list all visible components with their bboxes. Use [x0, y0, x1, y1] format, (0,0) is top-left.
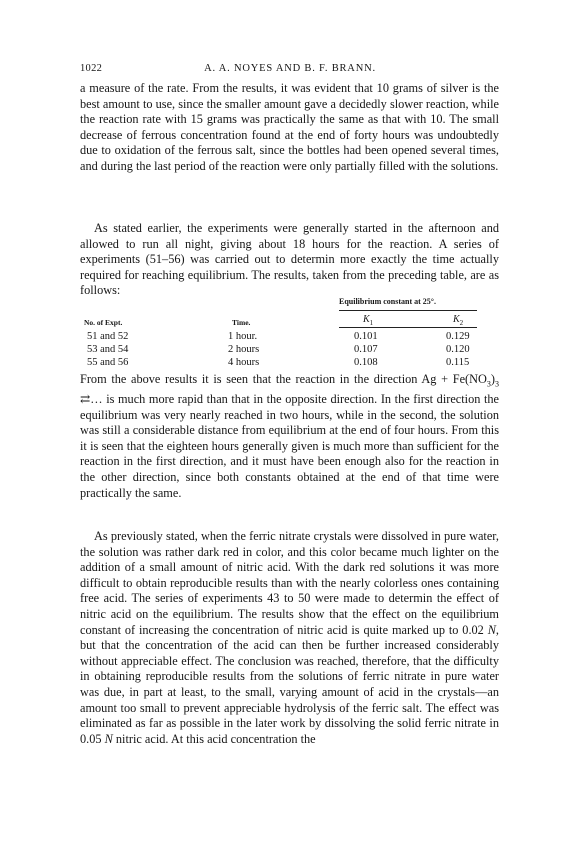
paragraph-4: As previously stated, when the ferric nitrate crystals were dissolved in pure water, the solution was rather dark red in color, and this color became much lighter on the addition of a small amount of nitric acid. With the dark red solutions it was more difficult to obtain reproducible results than with the nearly colorless ones containing free acid. The series of experiments 43 to 50 were made to determin the effect of nitric acid on the equilibrium. The results show that the effect on the equilibrium constant of increasing the concentration of nitric acid is quite marked up to 0.02 N, but that the concentration of the acid can then be further increased considerably without appreciable effect. The conclusion was reached, therefore, that the difficulty in obtaining reproducible results from the solutions of ferric nitrate in pure water was due, in part at least, to the small, varying amount of acid in the crystals—an amount too small to prevent appreciable hydrolysis of the ferric salt. The effect was eliminated as far as possible in the later work by dissolving the solid ferric nitrate in 0.05 N nitric acid. At this acid concentration the	[80, 529, 499, 746]
normality-symbol: N	[487, 622, 496, 637]
cell-k2: 0.115	[446, 357, 470, 368]
table-row	[80, 344, 499, 357]
page-number: 1022	[80, 63, 103, 74]
normality-symbol: N	[104, 731, 113, 746]
table-group-rule	[339, 310, 477, 311]
cell-k1: 0.108	[354, 357, 378, 368]
cell-k2: 0.129	[446, 331, 470, 342]
table-row	[80, 331, 499, 344]
cell-k1: 0.101	[354, 331, 378, 342]
table-row	[80, 357, 499, 370]
reaction-formula: $Ag + Fe(NO_3)_3$ ⇄…	[80, 372, 499, 407]
running-header	[80, 63, 500, 77]
table-group-header: Equilibrium constant at 25°.	[339, 297, 436, 306]
cell-k1: 0.107	[354, 344, 378, 355]
cell-expt: 53 and 54	[87, 344, 129, 355]
cell-time: 4 hours	[228, 357, 260, 368]
paragraph-2: As stated earlier, the experiments were generally started in the afternoon and allowed to run all night, giving about 18 hours for the reaction. A series of experiments (51–56) was carried out to determin more exactly the time actually required for reaching equilibrium. The results, taken from the preceding table, are as follows:	[80, 221, 499, 298]
cell-k2: 0.120	[446, 344, 470, 355]
cell-expt: 51 and 52	[87, 331, 129, 342]
col-header-k1: $K_1$	[363, 314, 374, 327]
col-header-expt: No. of Expt.	[84, 318, 123, 327]
cell-time: 1 hour.	[228, 331, 258, 342]
running-title: A. A. NOYES AND B. F. BRANN.	[204, 63, 376, 74]
col-header-k2: $K_2$	[453, 314, 464, 327]
cell-expt: 55 and 56	[87, 357, 129, 368]
cell-time: 2 hours	[228, 344, 260, 355]
p3-after-formula: is much more rapid than that in the opposite direction. In the first direction the equilibrium was very nearly reached in two hours, while in the second, the solution was still a considerable distance from equilibrium at the end of four hours. From this it is seen that the eighteen hours generally given is much more than sufficient for the reaction in the first direction, and it must have been enough also for the reaction in the other direction, since both constants obtained at the end of that time were practically the same.	[80, 392, 499, 500]
paragraph-1: a measure of the rate. From the results, it was evident that 10 grams of silver is the best amount to use, since the smaller amount gave a decidedly slower reaction, while the reaction rate with 15 grams was practically the same as that with 10. The small decrease of ferrous concentration found at the end of forty hours was undoubtedly due to oxidation of the ferrous salt, since the bottles had been opened several times, and during the last period of the reaction were only partially filled with the solutions.	[80, 81, 499, 173]
table-header-rule	[339, 327, 477, 328]
p3-before-formula: From the above results it is seen that the reaction in the direction	[80, 372, 418, 386]
col-header-time: Time.	[232, 318, 251, 327]
paragraph-3	[80, 372, 499, 501]
